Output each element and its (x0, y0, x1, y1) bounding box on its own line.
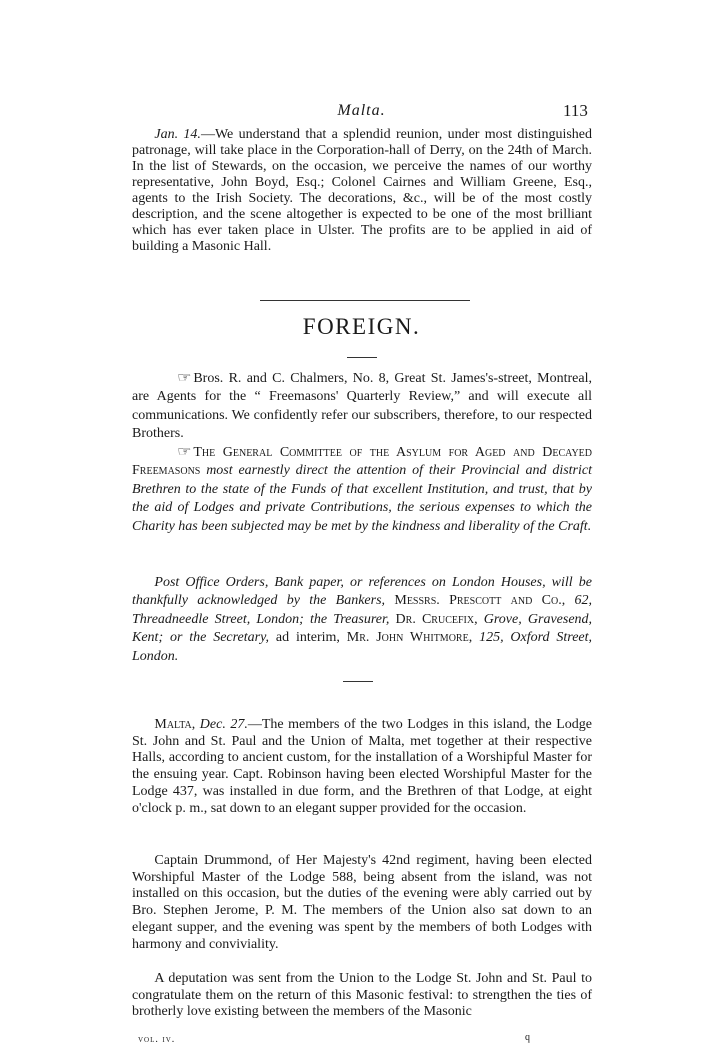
treasurer-name: Dr. Crucefix, (395, 611, 478, 627)
bankers-name: Messrs. Prescott and Co., (394, 593, 566, 609)
post-text-2: 62, Threadneedle Street, London; the Treasurer, (132, 593, 593, 627)
post-text-3: Grove, Gravesend, Kent; or the Secretary, (132, 611, 593, 646)
pointing-hand-icon: ☞ (177, 371, 192, 386)
malta-date: Dec. 27. (199, 717, 248, 732)
short-rule (343, 681, 373, 682)
pointing-hand-icon: ☞ (177, 445, 192, 460)
intro-text: —We understand that a splendid reunion, under most distinguished patronage, will take place in the Corporation-hall of Derry, on the 24th of March. In the list of Stewards, on the occasion, we perceive the names of our worthy representative, John Boyd, Esq.; Colonel Cairnes and William Greene, Esq., agents to the Irish Society. The decorations, &c., will be of the most costly description, and the scene altogether is expected to be one of the most brilliant which has ever taken place in Ulster. The profits are to be applied in aid of building a Masonic Hall. (132, 127, 592, 254)
notice-agents-text: Bros. R. and C. Chalmers, No. 8, Great St. James's-street, Montreal, are Agents for the “ Freemasons' Quarterly Review,” and will execute all communications. We confidently refer our subscribers, therefore, to our respected Brothers. (132, 371, 592, 442)
volume-footer: vol. iv. (138, 1034, 176, 1045)
secretary-name: Mr. John Whitmore, (346, 630, 473, 646)
running-title: Malta. (337, 102, 386, 119)
intro-date: Jan. 14. (154, 127, 201, 142)
section-divider (260, 300, 470, 301)
malta-paragraph-3 (132, 971, 592, 1021)
asylum-heading: The General Committee of the Asylum for Aged and Decayed Freemasons (132, 445, 592, 479)
section-title: FOREIGN. (302, 314, 421, 339)
asylum-text: most earnestly direct the attention of their Provincial and district Brethren to the state of the Funds of that excellent Institution, and trust, that by the aid of Lodges and private Contributions, the serious expenses to which the Charity has been subjected may be met by the kindness and liberality of the Craft. (132, 463, 592, 534)
ad-interim: ad interim, (275, 630, 340, 646)
malta-place: Malta, (154, 717, 196, 732)
notice-agents (132, 370, 592, 444)
malta-text-1: —The members of the two Lodges in this island, the Lodge St. John and St. Paul and the Union of Malta, met together at their respective Halls, according to ancient custom, for the installation of a Worshipful Master for the ensuing year. Capt. Robinson having been elected Worshipful Master for the Lodge 437, was installed in due form, and the Brethren of that Lodge, at eight o'clock p. m., sat down to an elegant supper provided for the occasion. (132, 717, 592, 816)
notice-asylum (132, 444, 592, 536)
page-number: 113 (563, 101, 588, 120)
malta-paragraph-1 (132, 717, 592, 817)
intro-paragraph (132, 127, 592, 255)
notice-post (132, 574, 592, 666)
short-rule (347, 357, 377, 358)
signature-mark: q (525, 1032, 530, 1043)
malta-paragraph-2 (132, 853, 592, 953)
malta-text-3: A deputation was sent from the Union to the Lodge St. John and St. Paul to congratulate them on the return of this Masonic festival: to strengthen the ties of brotherly love existing between the members of the Masonic (132, 971, 592, 1020)
post-text-1: Post Office Orders, Bank paper, or references on London Houses, will be thankfully acknowledged by the Bankers, (132, 575, 592, 609)
malta-text-2: Captain Drummond, of Her Majesty's 42nd regiment, having been elected Worshipful Master of the Lodge 588, being absent from the island, was not installed on this occasion, but the duties of the evening were ably carried out by Bro. Stephen Jerome, P. M. The members of the Union also sat down to an elegant supper, and the evening was spent by the members of both Lodges with harmony and conviviality. (132, 853, 592, 952)
post-text-4: 125, Oxford Street, London. (132, 630, 593, 664)
